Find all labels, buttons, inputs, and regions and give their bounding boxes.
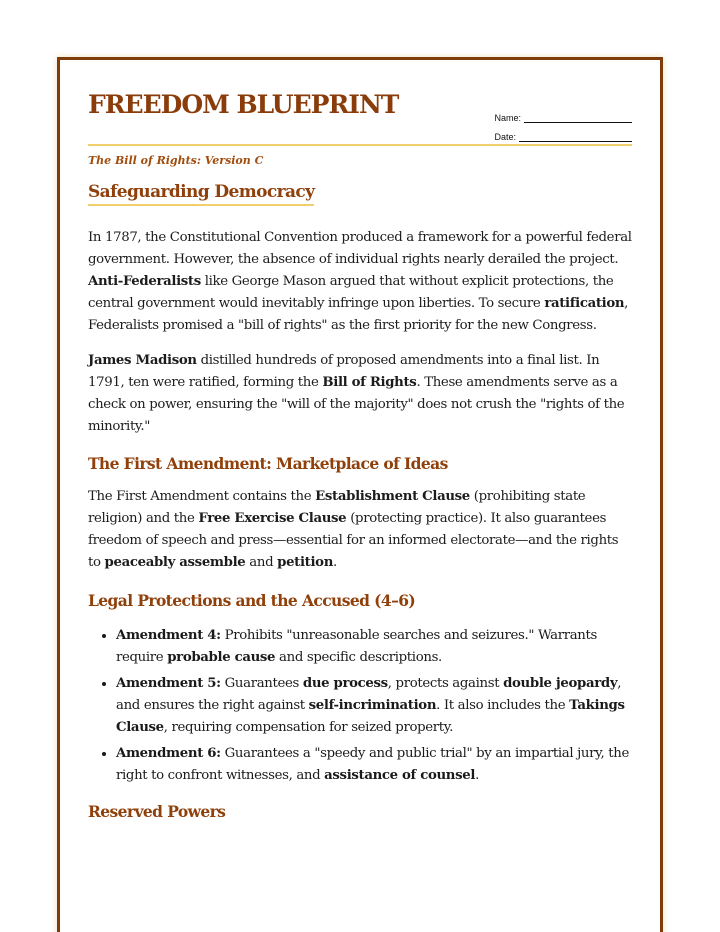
name-blank[interactable]	[524, 113, 632, 123]
text: . These amendments serve as a check on power, ensuring the "will of the majority" does not crush the "rights of the minority."	[88, 375, 625, 434]
worksheet-subtitle: The Bill of Rights: Version C	[88, 154, 264, 167]
reserved-powers-heading: Reserved Powers	[88, 802, 226, 821]
text: distilled hundreds of proposed amendments into a final list. In 1791, ten were ratified, forming the	[88, 353, 600, 390]
first-amendment-heading: The First Amendment: Marketplace of Ideas	[88, 454, 448, 473]
text: (protecting practice). It also guarantees freedom of speech and press—essential for an informed electorate—and the rights to	[88, 511, 619, 570]
text: and	[245, 555, 278, 570]
date-label: Date:	[494, 132, 516, 142]
text: (prohibiting state religion) and the	[88, 489, 586, 526]
term-peaceably-assemble: peaceably assemble	[104, 555, 246, 570]
text: Prohibits "unreasonable searches and seizures." Warrants require	[116, 628, 597, 665]
term-probable-cause: probable cause	[167, 650, 276, 665]
term-establishment-clause: Establishment Clause	[315, 489, 470, 504]
legal-protections-heading: Legal Protections and the Accused (4–6)	[88, 591, 416, 610]
text: , Federalists promised a "bill of rights" as the first priority for the new Congress.	[88, 296, 629, 333]
text: . It also includes the	[436, 698, 570, 713]
main-heading: Safeguarding Democracy	[88, 182, 314, 206]
term-double-jeopardy: double jeopardy	[503, 676, 618, 691]
date-blank[interactable]	[519, 132, 632, 142]
worksheet-content	[88, 182, 633, 821]
term-bill-of-rights: Bill of Rights	[322, 375, 417, 390]
term-assistance-of-counsel: assistance of counsel	[324, 768, 476, 783]
term-free-exercise-clause: Free Exercise Clause	[198, 511, 347, 526]
term-petition: petition	[277, 555, 334, 570]
text: In 1787, the Constitutional Convention produced a framework for a powerful federal government. However, the absence of individual rights nearly derailed the project.	[88, 230, 632, 267]
text: , requiring compensation for seized property.	[163, 720, 454, 735]
text: , and ensures the right against	[116, 676, 622, 713]
paragraph-madison	[88, 350, 633, 438]
list-item-amendment-5	[116, 672, 633, 739]
text: .	[333, 555, 337, 570]
text: Guarantees a "speedy and public trial" by an impartial jury, the right to confront witnesses, and	[116, 746, 630, 783]
term-due-process: due process	[302, 676, 388, 691]
paragraph-intro	[88, 227, 633, 337]
term-self-incrimination: self-incrimination	[308, 698, 437, 713]
text: , protects against	[387, 676, 504, 691]
name-field[interactable]	[492, 104, 632, 123]
name-label: Name:	[494, 113, 521, 123]
amendment-label: Amendment 5:	[116, 676, 221, 691]
term-anti-federalists: Anti-Federalists	[88, 274, 201, 289]
list-item-amendment-4	[116, 624, 633, 669]
worksheet-header	[88, 86, 632, 146]
text: .	[475, 768, 479, 783]
worksheet-title: FREEDOM BLUEPRINT	[88, 90, 399, 119]
term-takings-clause: Takings Clause	[116, 698, 625, 735]
text: like George Mason argued that without explicit protections, the central government would inevitably infringe upon liberties. To secure	[88, 274, 614, 311]
text: Guarantees	[220, 676, 303, 691]
term-james-madison: James Madison	[88, 353, 197, 368]
text: and specific descriptions.	[275, 650, 442, 665]
text: The First Amendment contains the	[88, 489, 316, 504]
paragraph-first-amendment	[88, 486, 633, 574]
list-item-amendment-6	[116, 742, 633, 787]
amendments-list	[88, 624, 633, 787]
amendment-label: Amendment 6:	[116, 746, 221, 761]
amendment-label: Amendment 4:	[116, 628, 221, 643]
term-ratification: ratification	[544, 296, 625, 311]
student-fields	[492, 104, 632, 142]
date-field[interactable]	[492, 123, 632, 142]
